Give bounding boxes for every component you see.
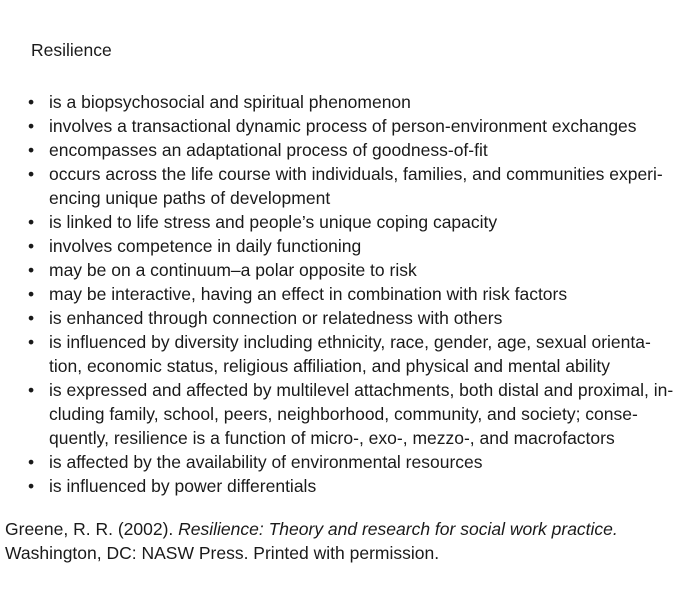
list-item-line: encompasses an adaptational process of goodness-of-fit [49, 140, 488, 160]
list-item-line: may be interactive, having an effect in combination with risk factors [49, 284, 568, 304]
list-item-line: is influenced by power differentials [49, 476, 317, 496]
bullet-marker: • [28, 380, 35, 400]
list-item-text [49, 234, 700, 258]
list-item-line: may be on a continuum–a polar opposite to risk [49, 260, 417, 280]
list-item-text [49, 138, 700, 162]
list-item-line: is enhanced through connection or relatedness with others [49, 308, 503, 328]
list-item-text [49, 90, 700, 114]
section-heading: Resilience [31, 40, 112, 60]
list-item-line: is expressed and affected by multilevel attachments, both distal and proximal, in- [49, 380, 674, 400]
list-item-text [49, 450, 700, 474]
list-item [28, 306, 700, 330]
citation-line-1 [5, 517, 618, 541]
list-item [28, 114, 700, 138]
bullet-marker: • [28, 260, 35, 280]
list-item-text [49, 330, 700, 378]
list-item-text [49, 306, 700, 330]
citation [5, 517, 618, 565]
citation-publisher: Washington, DC: NASW Press. Printed with permission. [5, 543, 440, 563]
bullet-marker: • [28, 284, 35, 304]
bullet-marker: • [28, 140, 35, 160]
list-item-text [49, 210, 700, 234]
list-item-text [49, 114, 700, 138]
list-item-text [49, 474, 700, 498]
list-item-line: is linked to life stress and people’s unique coping capacity [49, 212, 498, 232]
bullet-marker: • [28, 476, 35, 496]
list-item [28, 138, 700, 162]
list-item-line: is affected by the availability of environmental resources [49, 452, 483, 472]
bullet-marker: • [28, 212, 35, 232]
bullet-marker: • [28, 452, 35, 472]
resilience-bullet-list [28, 90, 700, 498]
list-item [28, 234, 700, 258]
list-item-line: involves a transactional dynamic process of person-environment exchanges [49, 116, 637, 136]
bullet-marker: • [28, 116, 35, 136]
list-item [28, 210, 700, 234]
list-item [28, 450, 700, 474]
bullet-marker: • [28, 332, 35, 352]
list-item-line: is a biopsychosocial and spiritual phenomenon [49, 92, 411, 112]
list-item-text [49, 378, 700, 450]
list-item-line: tion, economic status, religious affiliation, and physical and mental ability [49, 356, 610, 376]
list-item [28, 282, 700, 306]
list-item [28, 378, 700, 450]
list-item-line: encing unique paths of development [49, 188, 331, 208]
list-item [28, 474, 700, 498]
bullet-marker: • [28, 164, 35, 184]
bullet-marker: • [28, 92, 35, 112]
list-item-line: occurs across the life course with individuals, families, and communities experi- [49, 164, 663, 184]
list-item [28, 258, 700, 282]
list-item-text [49, 258, 700, 282]
list-item [28, 330, 700, 378]
citation-title: Resilience: Theory and research for social work practice. [178, 519, 618, 539]
list-item-line: is influenced by diversity including ethnicity, race, gender, age, sexual orienta- [49, 332, 651, 352]
bullet-marker: • [28, 308, 35, 328]
list-item-line: quently, resilience is a function of micro-, exo-, mezzo-, and macrofactors [49, 428, 615, 448]
list-item [28, 162, 700, 210]
list-item-line: cluding family, school, peers, neighborhood, community, and society; conse- [49, 404, 638, 424]
list-item-text [49, 162, 700, 210]
bullet-marker: • [28, 236, 35, 256]
list-item-text [49, 282, 700, 306]
list-item [28, 90, 700, 114]
list-item-line: involves competence in daily functioning [49, 236, 362, 256]
citation-author-year: Greene, R. R. (2002). [5, 519, 179, 539]
